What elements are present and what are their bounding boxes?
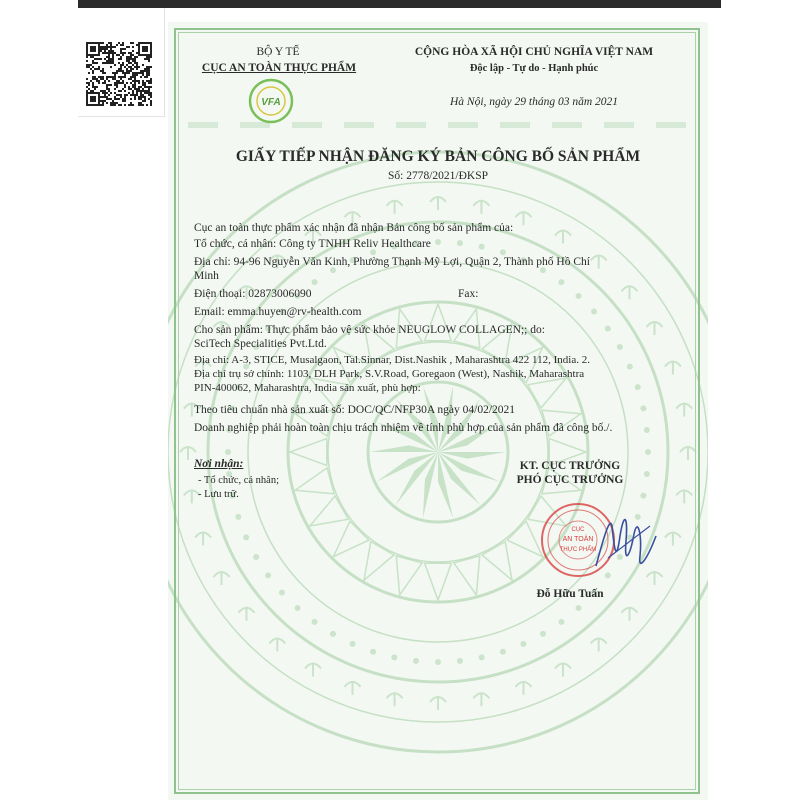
product-line-1: Cho sản phẩm: Thực phẩm bảo vệ sức khỏe NEUGLOW COLLAGEN;; do: — [194, 324, 545, 336]
stamp-text-3: THỰC PHẨM — [559, 547, 597, 553]
signer-role-2: PHÓ CỤC TRƯỞNG — [516, 474, 624, 486]
responsibility-line: Doanh nghiệp phải hoàn toàn chịu trách nhiệm về tính phù hợp của sản phẩm đã công bố./. — [194, 422, 613, 434]
ministry-name: BỘ Y TẾ — [256, 46, 300, 58]
vfa-logo-text: VFA — [261, 97, 281, 108]
country-name: CỘNG HÒA XÃ HỘI CHỦ NGHĨA VIỆT NAM — [414, 46, 654, 58]
recipients-heading: Nơi nhận: — [194, 458, 244, 470]
address-line-2: Minh — [194, 270, 219, 282]
certificate-page — [168, 22, 708, 800]
fax-line: Fax: — [458, 288, 479, 300]
national-motto: Độc lập - Tự do - Hạnh phúc — [469, 63, 599, 74]
standard-line: Theo tiêu chuẩn nhà sản xuất số: DOC/QC/NFP30A ngày 04/02/2021 — [194, 404, 516, 416]
issue-date: Hà Nội, ngày 29 tháng 03 năm 2021 — [449, 96, 619, 108]
email-line: Email: emma.huyen@rv-health.com — [194, 306, 362, 318]
document-title: GIẤY TIẾP NHẬN ĐĂNG KÝ BẢN CÔNG BỐ SẢN PHẨM — [235, 148, 641, 165]
document-number: Số: 2778/2021/ĐKSP — [387, 170, 488, 182]
phone-line: Điện thoại: 02873006090 — [194, 288, 312, 300]
headquarters-line-1: Địa chỉ trụ sở chính: 1103, DLH Park, S.V.Road, Goregaon (West), Nashik, Maharashtra — [194, 368, 585, 380]
address-line-1: Địa chỉ: 94-96 Nguyễn Văn Kinh, Phường Thạnh Mỹ Lợi, Quận 2, Thành phố Hồ Chí — [194, 256, 590, 268]
recipient-item-2: - Lưu trữ. — [198, 489, 239, 500]
qr-code-icon[interactable] — [86, 42, 152, 106]
stamp-text-1: CỤC — [571, 527, 585, 533]
qr-panel — [78, 8, 165, 117]
manufacturer-address: Địa chỉ: A-3, STICE, Musalgaon, Tal.Sinnar, Dist.Nashik , Maharashtra 422 112, India. 2. — [194, 354, 590, 366]
top-bar — [78, 0, 721, 8]
organization-line: Tổ chức, cá nhân: Công ty TNHH Reliv Healthcare — [194, 238, 431, 250]
stamp-text-2: AN TOÀN — [562, 536, 594, 543]
product-line-2: SciTech Specialities Pvt.Ltd. — [194, 338, 327, 350]
headquarters-line-2: PIN-400062, Maharashtra, India sản xuất, phù hợp: — [194, 382, 421, 394]
agency-name: CỤC AN TOÀN THỰC PHẨM — [201, 62, 357, 74]
signer-name: Đỗ Hữu Tuấn — [536, 588, 604, 600]
signature-mark — [586, 496, 666, 596]
signer-role-1: KT. CỤC TRƯỞNG — [519, 460, 621, 472]
intro-line: Cục an toàn thực phẩm xác nhận đã nhận Bản công bố sản phẩm của: — [194, 222, 514, 234]
vfa-logo — [246, 76, 296, 126]
recipient-item-1: - Tổ chức, cá nhân; — [198, 475, 280, 486]
